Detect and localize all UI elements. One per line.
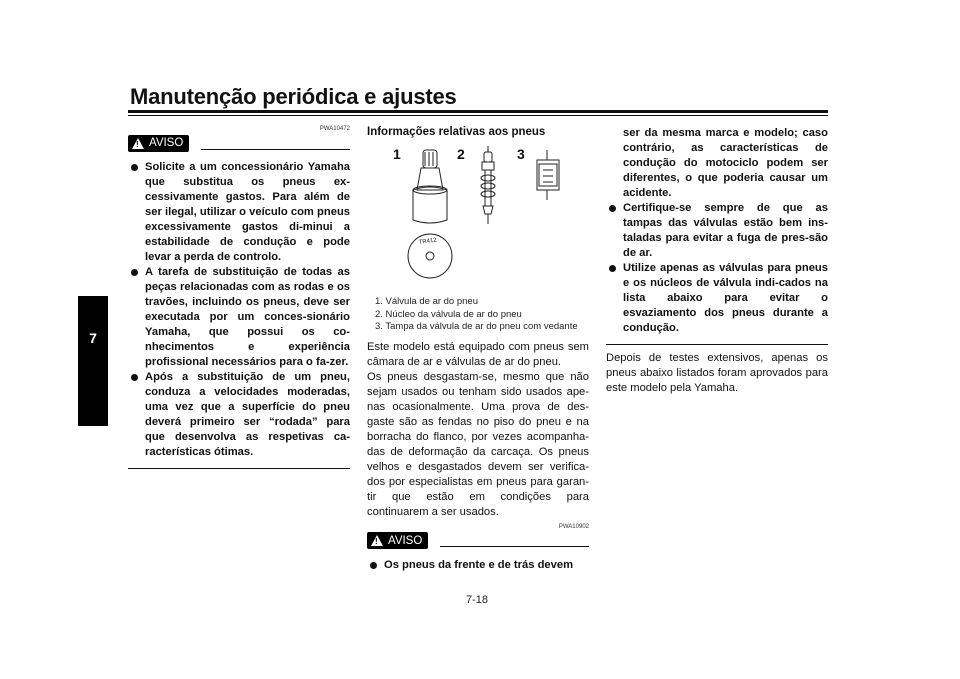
right-column: [606, 120, 828, 396]
warning-header: [128, 132, 350, 154]
page-number: 7-18: [466, 594, 489, 606]
figure-label-1: 1: [393, 146, 401, 162]
warning-triangle-icon: !: [371, 535, 383, 546]
section-heading: Informações relativas aos pneus: [367, 126, 546, 138]
list-item: Certifique-se sempre de que as tampas das válvulas estão bem ins-taladas para evitar a fuga de pres-são de ar.: [606, 201, 828, 261]
warning-list: [367, 558, 589, 573]
header-rule-thin: [128, 115, 828, 116]
warning-label: AVISO: [149, 137, 184, 149]
valve-drawing: [367, 142, 589, 292]
chapter-tab: 7: [78, 296, 108, 426]
paragraph: Depois de testes extensivos, apenas os pneus abaixo listados foram aprovados para este modelo pela Yamaha.: [606, 352, 828, 394]
warning-badge: [367, 532, 428, 549]
warning-end-rule: [128, 468, 350, 469]
list-item: Após a substituição de um pneu, conduza a velocidades moderadas, uma vez que a superfície do pneu deverá primeiro ser “rodada” para que desenvolva as respetivas ca-racterísticas ótimas.: [128, 370, 350, 460]
warning-badge: [128, 135, 189, 152]
figure-label-2: 2: [457, 146, 465, 162]
caption: 3. Tampa da válvula de ar do pneu com vedante: [375, 321, 578, 332]
warning-list: [606, 201, 828, 336]
paragraph: Este modelo está equipado com pneus sem câmara de ar e válvulas de ar do pneu.: [367, 340, 589, 368]
warning-header: [367, 530, 589, 552]
warning-list: [128, 160, 350, 460]
middle-column: [367, 120, 589, 573]
header-rule: [128, 110, 828, 113]
figure-stamp: TR412: [418, 237, 438, 246]
list-item-continuation: ser da mesma marca e modelo; caso contrário, as características de condução do motociclo podem ser diferentes, o que poderia causar um acidente.: [623, 127, 828, 199]
warning-rule: [440, 546, 589, 547]
warning-label: AVISO: [388, 534, 423, 547]
paragraph: Os pneus desgastam-se, mesmo que não sejam usados ou tenham sido usados ape-nas ocasionalmente. Uma prova de des-gaste são as fendas no piso do pneu e na borracha do flanco, por vezes acompanha-das de deformação da carcaça. Os pneus velhos e desgastados devem ser verifica-dos por especialistas em pneus para garan-tir que estão em condições para continuarem a ser usados.: [367, 370, 589, 518]
list-item: Solicite a um concessionário Yamaha que substitua os pneus ex-cessivamente gastos. Para além de ser ilegal, utilizar o veículo com pneus excessivamente gastos di-minui a estabilidade de condução e pode levar a perda de controlo.: [128, 160, 350, 265]
figure-captions: [375, 296, 589, 334]
list-item: Utilize apenas as válvulas para pneus e os núcleos de válvula indi-cados na lista abaixo para evitar o esvaziamento dos pneus durante a condução.: [606, 261, 828, 336]
figure-label-3: 3: [517, 146, 525, 162]
page-title: Manutenção periódica e ajustes: [130, 84, 457, 109]
left-column: [128, 120, 350, 469]
doc-code: PWA10472: [319, 126, 350, 132]
valve-figure: [367, 142, 589, 292]
caption: 2. Núcleo da válvula de ar do pneu: [375, 308, 522, 320]
doc-code: PWA10902: [558, 523, 589, 530]
warning-end-rule: [606, 344, 828, 345]
list-item: A tarefa de substituição de todas as peças relacionadas com as rodas e os travões, incluindo os pneus, deve ser executada por um conces-sionário Yamaha, que possui os co-nhecimentos e experiência profissional necessários para o fa-zer.: [128, 265, 350, 370]
caption: 1. Válvula de ar do pneu: [375, 296, 478, 307]
warning-triangle-icon: !: [132, 138, 144, 149]
list-item: Os pneus da frente e de trás devem: [367, 558, 589, 573]
warning-rule: [201, 149, 350, 150]
